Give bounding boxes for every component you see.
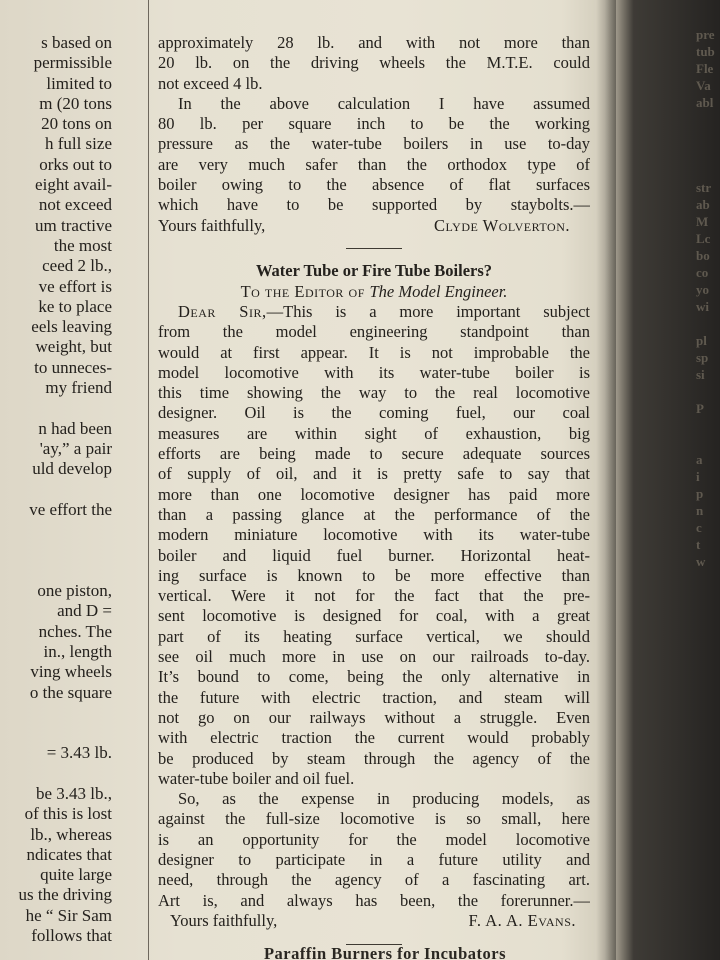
text-line: water-tube boiler and oil fuel. [158, 768, 355, 788]
text-line: quite large [40, 865, 112, 885]
text-line [696, 111, 720, 128]
text-line [696, 383, 720, 400]
text-line [0, 398, 112, 418]
text-line [696, 315, 720, 332]
text-line: yo [696, 282, 709, 297]
text-line: be produced by steam through the agency of the [158, 748, 590, 768]
text-line: c [696, 520, 702, 535]
text-line: to unneces- [34, 357, 112, 377]
text-line: co [696, 265, 709, 280]
text-line: lb., whereas [30, 824, 112, 844]
text-line: would at first appear. It is not improbable the [158, 342, 590, 362]
text-line: eels leaving [31, 317, 112, 337]
text-line: limited to [46, 73, 112, 93]
right-page-fragment [696, 26, 720, 570]
magazine-name: The Model Engineer. [369, 281, 508, 301]
text-line: designer to participate in a future utility and [158, 849, 590, 869]
text-line: It’s bound to come, being the only alternative in [158, 667, 590, 687]
text-line: of supply of oil, and it is pretty safe to say that [158, 464, 590, 484]
text-line: si [696, 367, 705, 382]
editor-prefix: To the Editor of [240, 281, 370, 301]
text-line: ving wheels [30, 662, 112, 682]
signature-wolverton [158, 216, 590, 236]
text-line: weight, but [35, 337, 112, 357]
main-column [158, 33, 590, 956]
text-line: m (20 tons [39, 93, 112, 113]
text-line: modern miniature locomotive with its water-tube [158, 525, 590, 545]
text-line: and D = [57, 601, 112, 621]
text-line: pre [696, 27, 715, 42]
text-line: Art is, and always has been, the forerunner.— [158, 890, 590, 910]
text-line: ndicates that [26, 844, 112, 864]
next-article-heading: Paraffin Burners for Incubators [263, 944, 507, 960]
text-line: which have to be supported by staybolts.— [158, 195, 590, 215]
text-line: pressure as the water-tube boilers in use to-day [158, 134, 590, 154]
text-line: model locomotive with its water-tube boiler is [158, 362, 590, 382]
text-line [0, 764, 112, 784]
text-line: with electric traction the current would probably [158, 728, 590, 748]
text-line: boiler owing to the absence of flat surfaces [158, 175, 590, 195]
text-line: efforts are being made to secure adequate sources [158, 444, 590, 464]
text-line: p [696, 486, 704, 501]
text-line: = 3.43 lb. [46, 743, 112, 763]
text-line [696, 128, 720, 145]
text-line [696, 417, 720, 434]
signatory-name: Clyde Wolverton. [434, 215, 570, 235]
text-line: are very much safer than the orthodox type of [158, 154, 590, 174]
text-line: he “ Sir Sam [25, 905, 112, 925]
text-line: abl [696, 95, 714, 110]
text-line: permissible [33, 53, 112, 73]
text-line: P [696, 401, 704, 416]
text-line: be 3.43 lb., [35, 783, 112, 803]
text-line-rest: —This is a more important subject [266, 301, 590, 321]
text-line: n [696, 503, 704, 518]
text-line: um tractive [35, 215, 112, 235]
text-line: wi [696, 299, 709, 314]
text-line: uld develop [32, 459, 112, 479]
text-line [0, 540, 112, 560]
text-line: s based on [41, 33, 112, 52]
text-line: is an opportunity for the model locomotive [158, 829, 590, 849]
text-line: than a passing glance at the performance of the [158, 504, 590, 524]
text-line: against the full-size locomotive is so small, here [158, 809, 590, 829]
text-line: In the above calculation I have assumed [178, 93, 590, 113]
text-line: Va [696, 78, 711, 93]
text-line: ke to place [38, 296, 112, 316]
text-line: ceed 2 lb., [42, 256, 112, 276]
text-line [0, 520, 112, 540]
text-line: designer. Oil is the coming fuel, our coal [158, 403, 590, 423]
salutation: Dear Sir, [178, 301, 267, 321]
text-line [696, 162, 720, 179]
text-line [696, 434, 720, 451]
text-line: nches. The [38, 621, 112, 641]
text-line: M [696, 214, 709, 229]
text-line: ve effort is [38, 276, 112, 296]
letter-body [158, 302, 590, 789]
calculation-paragraph [158, 94, 590, 216]
text-line: the most [53, 235, 112, 255]
text-line: 20 tons on [41, 114, 112, 134]
intro-paragraph [158, 33, 590, 94]
text-line: w [696, 554, 706, 569]
text-line: in., length [43, 641, 112, 661]
text-line: this time showing the way to the real locomotive [158, 383, 590, 403]
text-line: t [696, 537, 701, 552]
text-line: 'ay,” a pair [39, 438, 112, 458]
text-line: not exceed [38, 195, 112, 215]
text-line: not go on our railways without a struggle. Even [158, 707, 590, 727]
closing-paragraph [158, 789, 590, 911]
text-line: orks out to [39, 154, 112, 174]
text-line: h full size [44, 134, 112, 154]
text-line: see oil much more in use on our railroads to-day. [158, 647, 590, 667]
text-line: So, as the expense in producing models, as [178, 789, 590, 809]
text-line: sp [696, 350, 709, 365]
text-line: o the square [29, 682, 112, 702]
page-fold-shadow [596, 0, 616, 960]
text-line: part of its heating surface vertical, we should [158, 626, 590, 646]
text-line: follows that [31, 926, 112, 946]
closing-text: Yours faithfully, [158, 215, 266, 235]
text-line: my friend [45, 378, 112, 398]
text-line [0, 703, 112, 723]
text-line: a [696, 452, 703, 467]
text-line: Fle [696, 61, 714, 76]
left-column-fragment [0, 33, 112, 946]
signature-evans [158, 911, 590, 931]
text-line: not exceed 4 lb. [158, 73, 263, 93]
text-line: more than one locomotive designer has paid more [158, 484, 590, 504]
column-rule [148, 0, 149, 960]
text-line [0, 561, 112, 581]
text-line: ve effort the [29, 499, 112, 519]
text-line: tub [696, 44, 715, 59]
text-line: measures are within sight of exhaustion, big [158, 423, 590, 443]
text-line: boiler and liquid fuel burner. Horizontal heat- [158, 545, 590, 565]
text-line: i [696, 469, 700, 484]
text-line: need, through the agency of a fascinating art. [158, 870, 590, 890]
article-heading: Water Tube or Fire Tube Boilers? [255, 260, 493, 280]
signatory-name: F. A. A. Evans. [468, 910, 576, 930]
section-divider [346, 248, 402, 249]
closing-text: Yours faithfully, [170, 910, 278, 930]
text-line: n had been [38, 418, 112, 438]
text-line [158, 302, 590, 322]
text-line: pl [696, 333, 707, 348]
editor-address [158, 281, 590, 302]
text-line: 20 lb. on the driving wheels the M.T.E. could [158, 53, 590, 73]
text-line: Lc [696, 231, 711, 246]
text-line: approximately 28 lb. and with not more than [158, 33, 590, 52]
text-line: sent locomotive is designed for coal, with a great [158, 606, 590, 626]
text-line: 80 lb. per square inch to be the working [158, 114, 590, 134]
text-line: ing surface is known to be more effective than [158, 565, 590, 585]
text-line: us the driving [18, 885, 112, 905]
text-line: one piston, [37, 581, 112, 601]
text-line [696, 145, 720, 162]
text-line: from the model engineering standpoint than [158, 322, 590, 342]
text-line: ab [696, 197, 710, 212]
text-line [0, 723, 112, 743]
text-line [0, 480, 112, 500]
text-line: the future with electric traction, and steam will [158, 687, 590, 707]
text-line: eight avail- [35, 175, 112, 195]
text-line: vertical. Were it not for the fact that the pre- [158, 586, 590, 606]
text-line: bo [696, 248, 710, 263]
text-line: of this is lost [24, 804, 112, 824]
text-line: str [696, 180, 712, 195]
